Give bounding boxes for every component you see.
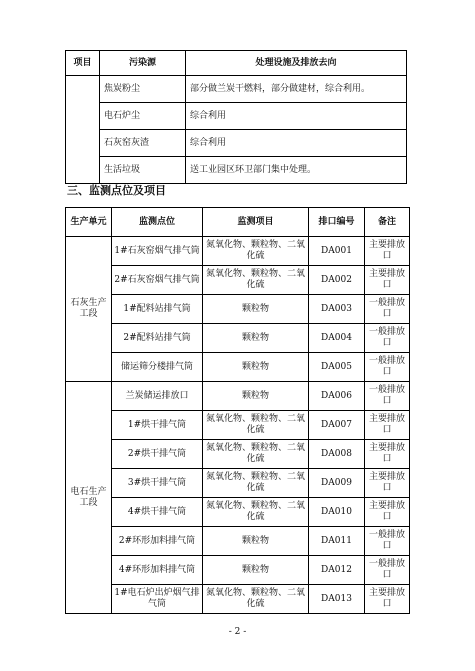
table-row xyxy=(66,556,410,585)
table-row xyxy=(66,469,410,498)
header-cell: 项目 xyxy=(66,51,100,76)
table-cell: DA011 xyxy=(309,527,365,556)
header-cell: 生产单元 xyxy=(66,208,112,237)
table-cell: 颗粒物 xyxy=(203,382,309,411)
unit-cell: 电石生产工段 xyxy=(66,382,112,614)
page-number: - 2 - xyxy=(228,627,247,637)
table-cell: 电石炉尘 xyxy=(100,103,186,130)
table-cell: DA009 xyxy=(309,469,365,498)
table-cell: 主要排放口 xyxy=(365,440,410,469)
table-cell: 一般排放口 xyxy=(365,353,410,382)
table-cell: 主要排放口 xyxy=(365,469,410,498)
header-cell: 备注 xyxy=(365,208,410,237)
table-cell: DA010 xyxy=(309,498,365,527)
table-cell: 颗粒物 xyxy=(203,353,309,382)
table-cell: 氮氧化物、颗粒物、二氧化硫 xyxy=(203,266,309,295)
header-cell: 监测项目 xyxy=(203,208,309,237)
table-cell: 一般排放口 xyxy=(365,527,410,556)
table-cell: 氮氧化物、颗粒物、二氧化硫 xyxy=(203,440,309,469)
table-cell: 主要排放口 xyxy=(365,237,410,266)
table-row xyxy=(66,411,410,440)
table-cell: 综合利用 xyxy=(186,130,407,157)
table-cell: 1#石灰窑烟气排气筒 xyxy=(112,237,203,266)
table-cell: 一般排放口 xyxy=(365,382,410,411)
table-cell-empty xyxy=(66,76,100,184)
table-cell: 氮氧化物、颗粒物、二氧化硫 xyxy=(203,585,309,614)
table-cell: 2#石灰窑烟气排气筒 xyxy=(112,266,203,295)
table-row xyxy=(66,527,410,556)
table-cell: 颗粒物 xyxy=(203,527,309,556)
table-cell: 颗粒物 xyxy=(203,324,309,353)
table-cell: 一般排放口 xyxy=(365,295,410,324)
table-cell: 生活垃圾 xyxy=(100,157,186,184)
table-row xyxy=(66,266,410,295)
table-row xyxy=(66,498,410,527)
table-row xyxy=(66,76,407,103)
table-row xyxy=(66,130,407,157)
table-row xyxy=(66,440,410,469)
table-cell: 主要排放口 xyxy=(365,585,410,614)
table-row xyxy=(66,157,407,184)
table-cell: 送工业园区环卫部门集中处理。 xyxy=(186,157,407,184)
table-cell: 石灰窑灰渣 xyxy=(100,130,186,157)
table-header-row xyxy=(66,208,410,237)
table-cell: 2#配料站排气筒 xyxy=(112,324,203,353)
table-row xyxy=(66,585,410,614)
table-cell: 1#配料站排气筒 xyxy=(112,295,203,324)
table-cell: 兰炭储运排放口 xyxy=(112,382,203,411)
table-cell: 主要排放口 xyxy=(365,498,410,527)
section-heading: 三、监测点位及项目 xyxy=(67,184,166,197)
table-row xyxy=(66,324,410,353)
table-cell: 部分做兰炭干燃料，部分做建材，综合利用。 xyxy=(186,76,407,103)
table-cell: 1#烘干排气筒 xyxy=(112,411,203,440)
table-cell: 3#烘干排气筒 xyxy=(112,469,203,498)
table-cell: 储运筛分楼排气筒 xyxy=(112,353,203,382)
table-cell: 4#环形加料排气筒 xyxy=(112,556,203,585)
table-row xyxy=(66,353,410,382)
monitoring-table xyxy=(65,207,410,614)
table-cell: 焦炭粉尘 xyxy=(100,76,186,103)
header-cell: 处理设施及排放去向 xyxy=(186,51,407,76)
table-cell: 氮氧化物、颗粒物、二氧化硫 xyxy=(203,411,309,440)
table-cell: 主要排放口 xyxy=(365,411,410,440)
table-cell: 4#烘干排气筒 xyxy=(112,498,203,527)
pollution-source-table xyxy=(65,50,407,184)
table-cell: 综合利用 xyxy=(186,103,407,130)
table-cell: 2#环形加料排气筒 xyxy=(112,527,203,556)
table-cell: 颗粒物 xyxy=(203,295,309,324)
table-cell: DA003 xyxy=(309,295,365,324)
table-cell: DA005 xyxy=(309,353,365,382)
table-cell: 氮氧化物、颗粒物、二氧化硫 xyxy=(203,469,309,498)
table-cell: 一般排放口 xyxy=(365,324,410,353)
table-row xyxy=(66,237,410,266)
table-header-row xyxy=(66,51,407,76)
table-cell: 主要排放口 xyxy=(365,266,410,295)
table-cell: DA008 xyxy=(309,440,365,469)
table-cell: 氮氧化物、颗粒物、二氧化硫 xyxy=(203,237,309,266)
table-cell: DA012 xyxy=(309,556,365,585)
table-cell: 1#电石炉出炉烟气排气筒 xyxy=(112,585,203,614)
table-cell: 颗粒物 xyxy=(203,556,309,585)
table-cell: DA006 xyxy=(309,382,365,411)
table-row xyxy=(66,103,407,130)
table-cell: DA002 xyxy=(309,266,365,295)
unit-cell: 石灰生产工段 xyxy=(66,237,112,382)
header-cell: 监测点位 xyxy=(112,208,203,237)
table-row xyxy=(66,295,410,324)
table-cell: 氮氧化物、颗粒物、二氧化硫 xyxy=(203,498,309,527)
table-row xyxy=(66,382,410,411)
header-cell: 排口编号 xyxy=(309,208,365,237)
table-cell: 一般排放口 xyxy=(365,556,410,585)
table-cell: 2#烘干排气筒 xyxy=(112,440,203,469)
table-cell: DA013 xyxy=(309,585,365,614)
header-cell: 污染源 xyxy=(100,51,186,76)
table-cell: DA007 xyxy=(309,411,365,440)
table-cell: DA004 xyxy=(309,324,365,353)
table-cell: DA001 xyxy=(309,237,365,266)
